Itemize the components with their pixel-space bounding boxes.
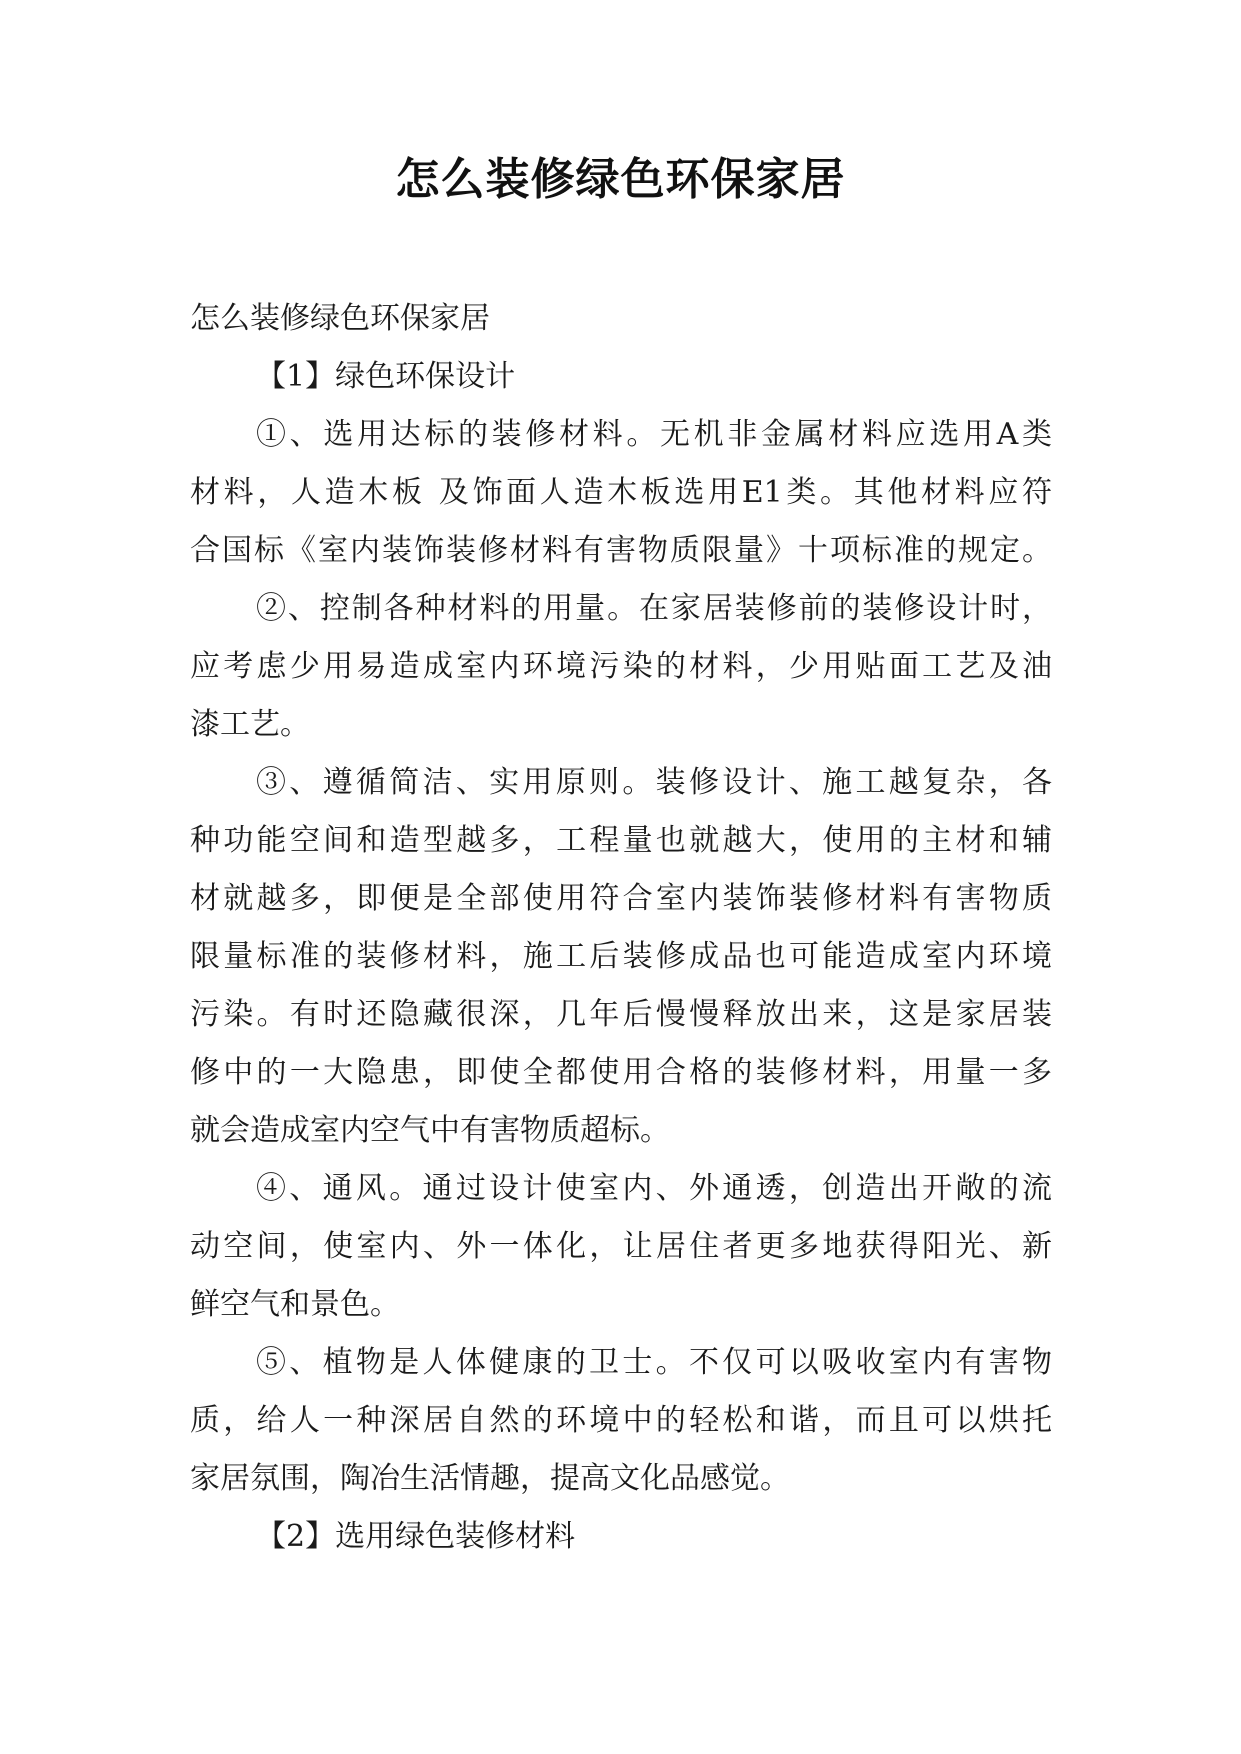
paragraph-line: 修中的一大隐患，即使全都使用合格的装修材料，用量一多 xyxy=(190,1055,1052,1090)
paragraph-line: 漆工艺。 xyxy=(190,707,310,742)
paragraph-line: 质，给人一种深居自然的环境中的轻松和谐，而且可以烘托 xyxy=(190,1403,1052,1438)
document-title: 怎么装修绿色环保家居 xyxy=(395,154,846,205)
subtitle-line: 怎么装修绿色环保家居 xyxy=(190,301,490,336)
paragraph-line: 污染。有时还隐藏很深，几年后慢慢释放出来，这是家居装 xyxy=(190,997,1052,1032)
paragraph-line: 应考虑少用易造成室内环境污染的材料，少用贴面工艺及油 xyxy=(190,649,1052,684)
paragraph-line: 家居氛围，陶冶生活情趣，提高文化品感觉。 xyxy=(190,1461,790,1496)
paragraph-line: ⑤、植物是人体健康的卫士。不仅可以吸收室内有害物 xyxy=(256,1345,1052,1380)
section-heading-2: 【2】选用绿色装修材料 xyxy=(256,1519,576,1554)
paragraph-line: 限量标准的装修材料，施工后装修成品也可能造成室内环境 xyxy=(190,939,1052,974)
paragraph-line: 种功能空间和造型越多，工程量也就越大，使用的主材和辅 xyxy=(190,823,1052,858)
paragraph-line: 就会造成室内空气中有害物质超标。 xyxy=(190,1113,670,1148)
paragraph-line: ①、选用达标的装修材料。无机非金属材料应选用A类 xyxy=(256,417,1052,452)
paragraph-line: 合国标《室内装饰装修材料有害物质限量》十项标准的规定。 xyxy=(190,533,1052,568)
paragraph-line: 材就越多，即便是全部使用符合室内装饰装修材料有害物质 xyxy=(190,881,1052,916)
paragraph-line: 鲜空气和景色。 xyxy=(190,1287,400,1322)
paragraph-line: 动空间，使室内、外一体化，让居住者更多地获得阳光、新 xyxy=(190,1229,1052,1264)
paragraph-line: 材料，人造木板 及饰面人造木板选用E1类。其他材料应符 xyxy=(190,475,1052,510)
paragraph-line: ③、遵循简洁、实用原则。装修设计、施工越复杂，各 xyxy=(256,765,1052,800)
paragraph-line: ④、通风。通过设计使室内、外通透，创造出开敞的流 xyxy=(256,1171,1052,1206)
paragraph-line: ②、控制各种材料的用量。在家居装修前的装修设计时， xyxy=(256,591,1052,626)
document-body xyxy=(190,290,1052,1566)
section-heading-1: 【1】绿色环保设计 xyxy=(256,359,516,394)
